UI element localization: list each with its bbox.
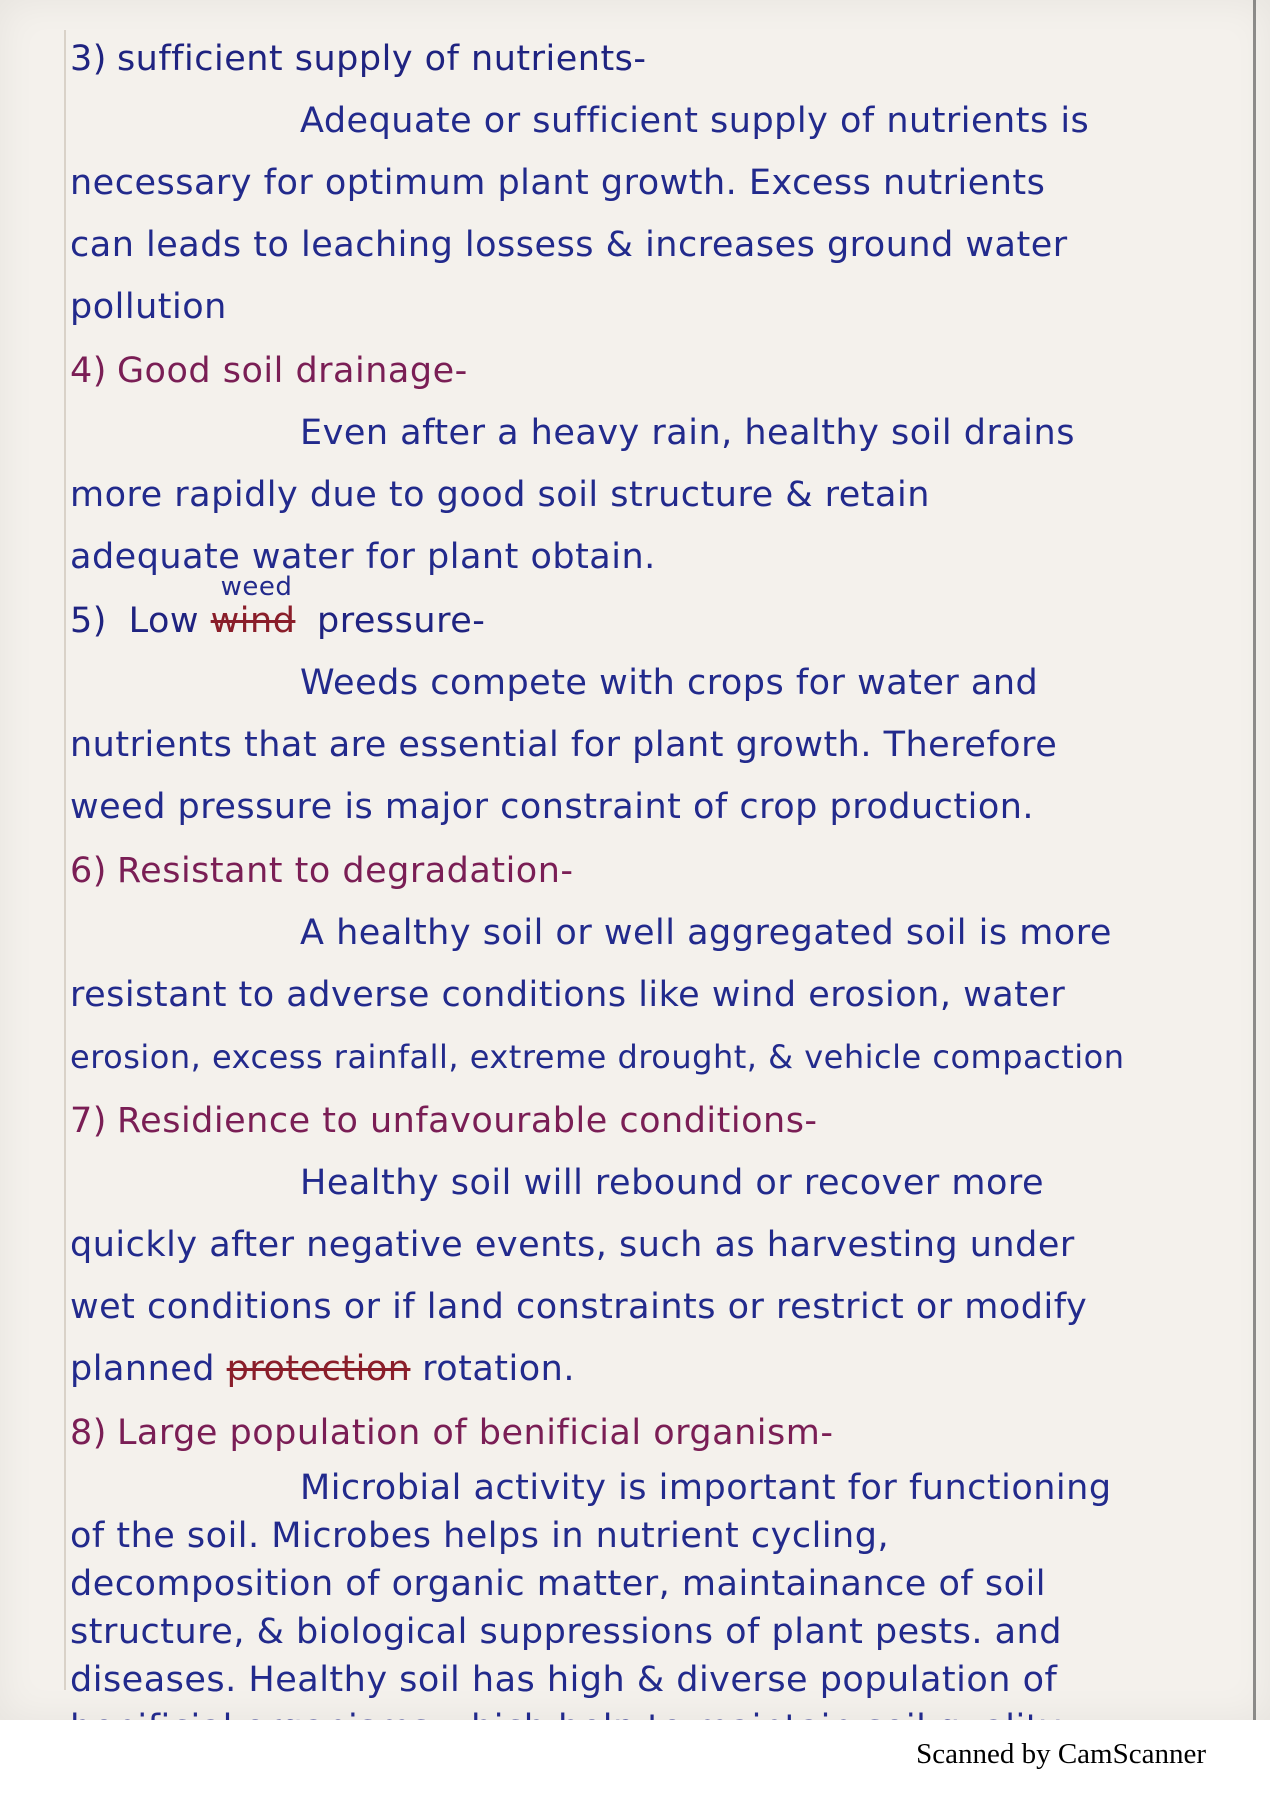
- section-title: Residience to unfavourable conditions-: [116, 1101, 818, 1141]
- text-line: Even after a heavy rain, healthy soil drains: [300, 413, 1075, 453]
- section-6: [70, 840, 1235, 1088]
- section-number: 7): [70, 1101, 107, 1141]
- text-line: erosion, excess rainfall, extreme drought, & vehicle compaction: [70, 1038, 1125, 1076]
- section-4: [70, 340, 1235, 588]
- text-line: pollution: [70, 287, 227, 327]
- section-body: [70, 1152, 1235, 1400]
- scanner-watermark: Scanned by CamScanner: [916, 1738, 1206, 1770]
- text-line: can leads to leaching lossess & increases ground water: [70, 225, 1068, 265]
- section-5: [70, 572, 1235, 838]
- correction: [210, 572, 296, 652]
- text-line: nutrients that are essential for plant growth. Therefore: [70, 725, 1058, 765]
- text-line: resistant to adverse conditions like wind erosion, water: [70, 975, 1066, 1015]
- text-line: adequate water for plant obtain.: [70, 537, 656, 577]
- section-number: 8): [70, 1413, 107, 1453]
- text-line: Adequate or sufficient supply of nutrients is: [300, 101, 1090, 141]
- text-fragment: planned: [70, 1349, 216, 1389]
- text-line: A healthy soil or well aggregated soil is more: [300, 913, 1112, 953]
- section-heading: [70, 1090, 1235, 1152]
- struck-word: wind: [210, 601, 296, 641]
- section-title: Good soil drainage-: [116, 351, 468, 391]
- section-heading: [70, 1402, 1235, 1464]
- section-number: 6): [70, 851, 107, 891]
- text-line: quickly after negative events, such as harvesting under: [70, 1225, 1075, 1265]
- section-title: Large population of benificial organism-: [116, 1413, 834, 1453]
- section-body: [70, 90, 1235, 338]
- section-number: 3): [70, 39, 107, 79]
- scan-footer: [0, 1720, 1270, 1797]
- section-title: sufficient supply of nutrients-: [116, 39, 647, 79]
- text-line: decomposition of organic matter, maintainance of soil: [70, 1564, 1046, 1604]
- text-line: more rapidly due to good soil structure & retain: [70, 475, 930, 515]
- section-number: 4): [70, 351, 107, 391]
- section-heading: [70, 572, 1235, 652]
- section-heading: [70, 28, 1235, 90]
- section-heading: [70, 840, 1235, 902]
- handwritten-notes: [70, 28, 1235, 1802]
- page-edge: [1253, 0, 1256, 1720]
- text-line: wet conditions or if land constraints or restrict or modify: [70, 1287, 1088, 1327]
- text-line: Microbial activity is important for functioning: [300, 1468, 1112, 1508]
- section-heading: [70, 340, 1235, 402]
- text-fragment: rotation.: [422, 1349, 575, 1389]
- struck-word: protection: [226, 1349, 411, 1389]
- text-line: Healthy soil will rebound or recover more: [300, 1163, 1045, 1203]
- section-number: 5): [70, 601, 107, 641]
- section-title-start: Low: [128, 601, 200, 641]
- text-line: diseases. Healthy soil has high & diverse population of: [70, 1660, 1058, 1700]
- text-line: weed pressure is major constraint of crop production.: [70, 787, 1035, 827]
- inserted-word: weed: [220, 572, 293, 602]
- section-title-end: pressure-: [317, 601, 486, 641]
- section-title: Resistant to degradation-: [116, 851, 574, 891]
- section-body: [70, 652, 1235, 838]
- text-line: Weeds compete with crops for water and: [300, 663, 1039, 703]
- text-line: of the soil. Microbes helps in nutrient cycling,: [70, 1516, 890, 1556]
- section-body: [70, 902, 1235, 1088]
- section-7: [70, 1090, 1235, 1400]
- section-3: [70, 28, 1235, 338]
- text-line: structure, & biological suppressions of plant pests. and: [70, 1612, 1062, 1652]
- text-line: necessary for optimum plant growth. Excess nutrients: [70, 163, 1046, 203]
- text-line: [0, 1338, 1235, 1400]
